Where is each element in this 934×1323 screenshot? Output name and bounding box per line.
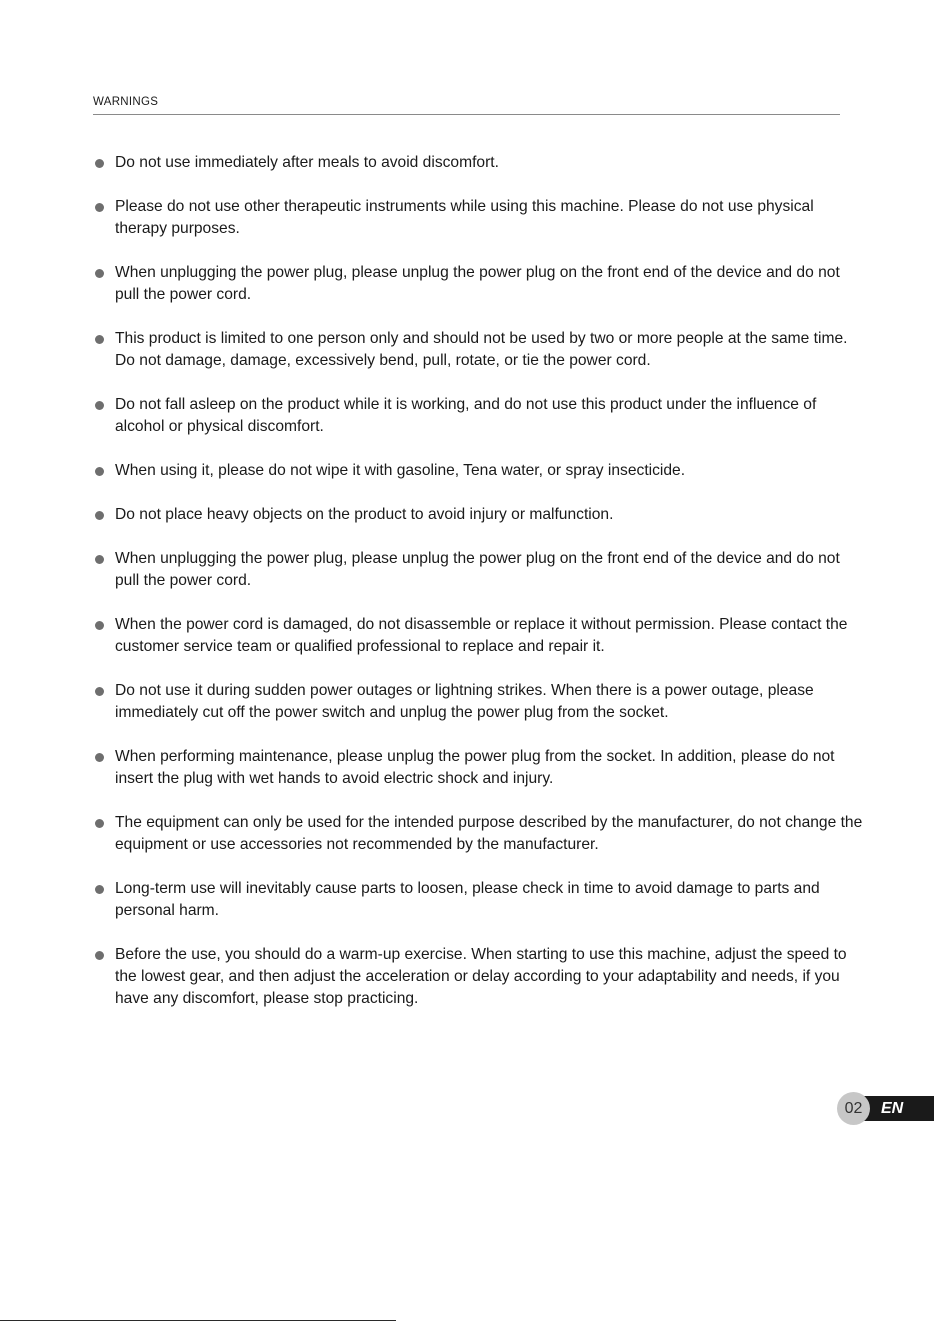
warning-text: When using it, please do not wipe it with gasoline, Tena water, or spray insecticide.: [115, 462, 686, 479]
bullet-icon: [95, 687, 104, 696]
warnings-list: [93, 152, 863, 1032]
warning-item: [93, 812, 863, 856]
page-indicator: [837, 1096, 934, 1121]
bullet-icon: [95, 203, 104, 212]
warning-text: When unplugging the power plug, please unplug the power plug on the front end of the device and do not pull the power cord.: [115, 264, 840, 303]
warning-text: Before the use, you should do a warm-up exercise. When starting to use this machine, adjust the speed to the lowest gear, and then adjust the acceleration or delay according to your adaptability and needs, if you have any discomfort, please stop practicing.: [115, 946, 847, 1007]
warning-item: [93, 746, 863, 790]
warning-item: [93, 394, 863, 438]
warning-text: Do not place heavy objects on the product to avoid injury or malfunction.: [115, 506, 614, 523]
warning-item: [93, 152, 863, 174]
bullet-icon: [95, 335, 104, 344]
warning-text: When the power cord is damaged, do not disassemble or replace it without permission. Please contact the customer service team or qualified professional to replace and repair it.: [115, 616, 848, 655]
bullet-icon: [95, 401, 104, 410]
warning-item: [93, 262, 863, 306]
warning-item: [93, 944, 863, 1010]
bullet-icon: [95, 159, 104, 168]
warning-text: When performing maintenance, please unplug the power plug from the socket. In addition, please do not insert the plug with wet hands to avoid electric shock and injury.: [115, 748, 835, 787]
warning-text: The equipment can only be used for the intended purpose described by the manufacturer, do not change the equipment or use accessories not recommended by the manufacturer.: [115, 814, 863, 853]
warning-item: [93, 504, 863, 526]
bullet-icon: [95, 753, 104, 762]
section-title: WARNINGS: [93, 96, 159, 108]
language-label: EN: [881, 1100, 904, 1117]
warning-text: Please do not use other therapeutic instruments while using this machine. Please do not use physical therapy purposes.: [115, 198, 814, 237]
warning-item: [93, 680, 863, 724]
warning-item: [93, 328, 863, 372]
bullet-icon: [95, 885, 104, 894]
warning-text: Do not fall asleep on the product while it is working, and do not use this product under the influence of alcohol or physical discomfort.: [115, 396, 817, 435]
page-header: [93, 95, 840, 115]
bullet-icon: [95, 555, 104, 564]
warning-item: [93, 548, 863, 592]
warning-text: When unplugging the power plug, please unplug the power plug on the front end of the device and do not pull the power cord.: [115, 550, 840, 589]
warning-text: This product is limited to one person only and should not be used by two or more people at the same time. Do not damage, damage, excessively bend, pull, rotate, or tie the power cord.: [115, 330, 848, 369]
bullet-icon: [95, 269, 104, 278]
warning-item: [93, 460, 863, 482]
warning-text: Long-term use will inevitably cause parts to loosen, please check in time to avoid damage to parts and personal harm.: [115, 880, 820, 919]
bullet-icon: [95, 511, 104, 520]
bullet-icon: [95, 467, 104, 476]
warning-text: Do not use it during sudden power outages or lightning strikes. When there is a power outage, please immediately cut off the power switch and unplug the power plug from the socket.: [115, 682, 814, 721]
warning-item: [93, 614, 863, 658]
warning-item: [93, 878, 863, 922]
bullet-icon: [95, 819, 104, 828]
footer-divider: [0, 1320, 396, 1321]
page-number: 02: [837, 1092, 870, 1125]
bullet-icon: [95, 621, 104, 630]
warning-item: [93, 196, 863, 240]
warning-text: Do not use immediately after meals to avoid discomfort.: [115, 154, 499, 171]
bullet-icon: [95, 951, 104, 960]
